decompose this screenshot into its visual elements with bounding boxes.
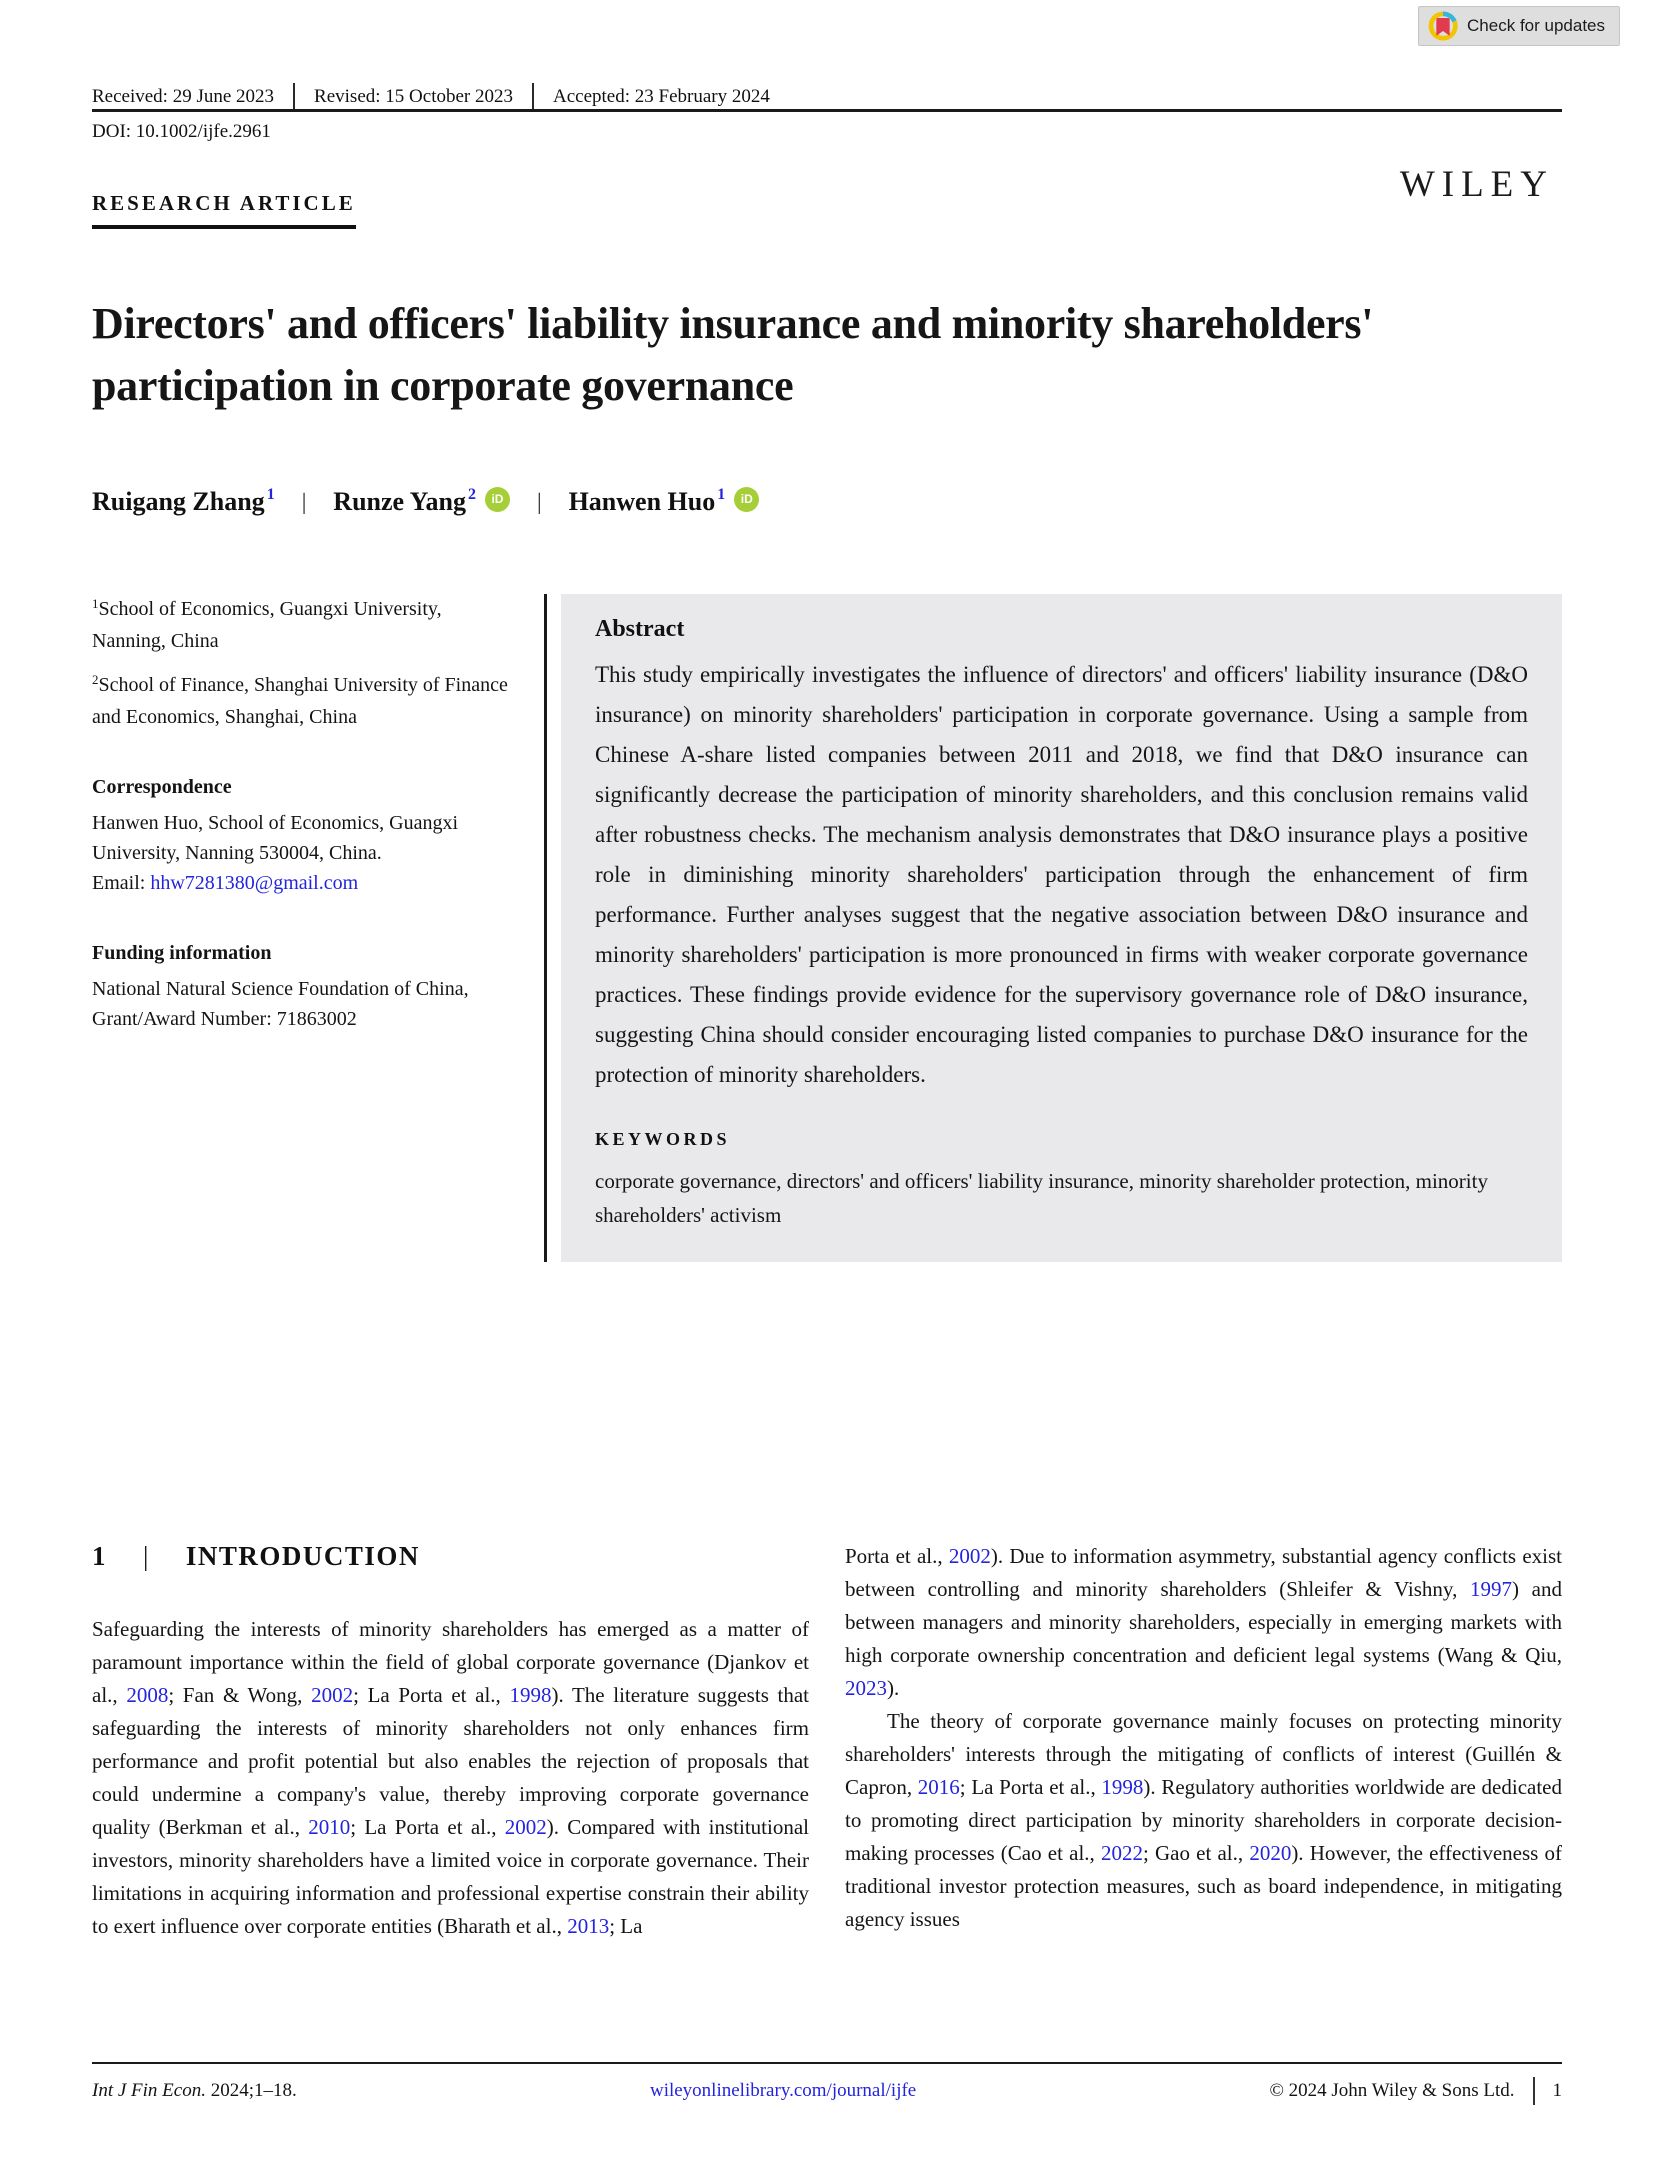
journal-citation: Int J Fin Econ. 2024;1–18. (92, 2080, 297, 2101)
section-title: INTRODUCTION (185, 1541, 420, 1571)
citation-link[interactable]: 2008 (126, 1683, 169, 1707)
email-link[interactable]: hhw7281380@gmail.com (150, 872, 359, 894)
footer-divider (1533, 2077, 1535, 2105)
journal-link[interactable]: wileyonlinelibrary.com/journal/ijfe (649, 2080, 917, 2101)
citation-link[interactable]: 2002 (948, 1544, 991, 1568)
right-column (845, 1540, 1562, 1943)
citation-link[interactable]: 2023 (845, 1676, 887, 1700)
orcid-icon[interactable]: iD (485, 487, 510, 512)
citation-link[interactable]: 2013 (567, 1914, 610, 1938)
revised-date: Revised: 15 October 2023 (314, 85, 513, 107)
affiliation-superscript: 2 (467, 486, 476, 503)
received-date: Received: 29 June 2023 (92, 85, 275, 107)
left-column (92, 1540, 809, 1943)
abstract-rule (544, 594, 547, 1262)
page-number: 1 (1552, 2080, 1562, 2101)
citation-link[interactable]: 1998 (509, 1683, 552, 1707)
copyright-text: © 2024 John Wiley & Sons Ltd. (1269, 2080, 1515, 2101)
abstract-box (561, 594, 1562, 1262)
article-type-label: RESEARCH ARTICLE (92, 191, 356, 229)
affiliation-2: $^2$School of Finance, Shanghai University of Finance and Economics, Shanghai, China (92, 672, 508, 728)
citation-link[interactable]: 2010 (308, 1815, 351, 1839)
correspondence-heading: Correspondence (92, 776, 232, 798)
wiley-logo: WILEY (1399, 164, 1554, 205)
header-rule (92, 109, 1562, 112)
accepted-date: Accepted: 23 February 2024 (552, 85, 770, 107)
author-name: Runze Yang $^2$ (333, 486, 476, 516)
keywords-text: corporate governance, directors' and officers' liability insurance, minority shareholder protection, minority shareholders' activism (595, 1169, 1488, 1227)
section-number: 1 (92, 1541, 107, 1571)
abstract-heading: Abstract (595, 616, 685, 642)
correspondence-text: Hanwen Huo, School of Economics, Guangxi University, Nanning 530004, China. (92, 812, 459, 864)
body-paragraph: Porta et al., 2002). Due to information asymmetry, substantial agency conflicts exist between controlling and minority shareholders (Shleifer & Vishny, 1997) and between managers and minority shareholders, especially in emerging markets with high corporate ownership concentration and deficient legal systems (Wang & Qiu, 2023). (845, 1544, 1562, 1700)
footer-rule (92, 2062, 1562, 2064)
history-dates-row (92, 83, 1562, 110)
author-list (92, 487, 759, 517)
orcid-icon[interactable]: iD (734, 487, 759, 512)
crossmark-icon (1428, 11, 1458, 41)
citation-link[interactable]: 1998 (1101, 1775, 1144, 1799)
section-divider: | (143, 1541, 150, 1571)
abstract-text: This study empirically investigates the influence of directors' and officers' liability insurance (D&O insurance) on minority shareholders' participation in corporate governance. Using a sample from Chinese A-share listed companies between 2011 and 2018, we find that D&O insurance can significantly decrease the participation of minority shareholders, and this conclusion remains valid after robustness checks. The mechanism analysis demonstrates that D&O insurance plays a positive role in diminishing minority shareholders' participation through the enhancement of firm performance. Further analyses suggest that the negative association between D&O insurance and minority shareholders' participation is more pronounced in firms with weaker corporate governance practices. These findings provide evidence for the supervisory governance role of D&O insurance, suggesting China should consider encouraging listed companies to purchase D&O insurance for the protection of minority shareholders. (595, 662, 1528, 1087)
citation-link[interactable]: 2016 (917, 1775, 960, 1799)
body-paragraph: Safeguarding the interests of minority shareholders has emerged as a matter of paramount importance within the field of global corporate governance (Djankov et al., 2008; Fan & Wong, 2002; La Porta et al., 1998). The literature suggests that safeguarding the interests of minority shareholders not only enhances firm performance and profit potential but also enables the rejection of proposals that could undermine a company's value, thereby improving corporate governance quality (Berkman et al., 2010; La Porta et al., 2002). Compared with institutional investors, minority shareholders have a limited voice in corporate governance. Their limitations in acquiring information and professional expertise constrain their ability to exert influence over corporate entities (Bharath et al., 2013; La (92, 1617, 810, 1938)
correspondence-email-line: Email: hhw7281380@gmail.com (92, 872, 359, 894)
affiliation-1: $^1$School of Economics, Guangxi University, Nanning, China (92, 596, 442, 652)
citation-link[interactable]: 2002 (311, 1683, 354, 1707)
introduction-section (92, 1540, 1562, 1943)
keywords-heading: KEYWORDS (595, 1129, 731, 1149)
page-footer (92, 2062, 1562, 2105)
section-heading (92, 1540, 809, 1573)
affiliation-superscript: 1 (266, 486, 275, 503)
doi-text: DOI: 10.1002/ijfe.2961 (92, 121, 271, 142)
citation-link[interactable]: 2022 (1100, 1841, 1143, 1865)
date-divider (293, 83, 295, 110)
author-divider: | (536, 489, 542, 514)
citation-link[interactable]: 2020 (1249, 1841, 1292, 1865)
affiliation-superscript: 1 (717, 486, 726, 503)
funding-text: National Natural Science Foundation of China, Grant/Award Number: 71863002 (92, 978, 469, 1030)
page-title: Directors' and officers' liability insurance and minority shareholders' participation in corporate governance (92, 299, 1374, 410)
citation-link[interactable]: 2002 (504, 1815, 547, 1839)
check-for-updates-label: Check for updates (1467, 16, 1605, 35)
funding-heading: Funding information (92, 942, 272, 964)
author-name: Ruigang Zhang $^1$ (92, 486, 275, 516)
author-divider: | (301, 489, 307, 514)
date-divider (532, 83, 534, 110)
check-for-updates-button[interactable] (1418, 6, 1620, 46)
author-name: Hanwen Huo $^1$ (568, 486, 726, 516)
body-paragraph: The theory of corporate governance mainly focuses on protecting minority shareholders' interests through the mitigating of conflicts of interest (Guillén & Capron, 2016; La Porta et al., 1998). Regulatory authorities worldwide are dedicated to promoting direct participation by minority shareholders in corporate decision-making processes (Cao et al., 2022; Gao et al., 2020). However, the effectiveness of traditional investor protection measures, such as board independence, in mitigating agency issues (845, 1709, 1563, 1931)
citation-link[interactable]: 1997 (1470, 1577, 1512, 1601)
article-info-sidebar (92, 594, 514, 1262)
